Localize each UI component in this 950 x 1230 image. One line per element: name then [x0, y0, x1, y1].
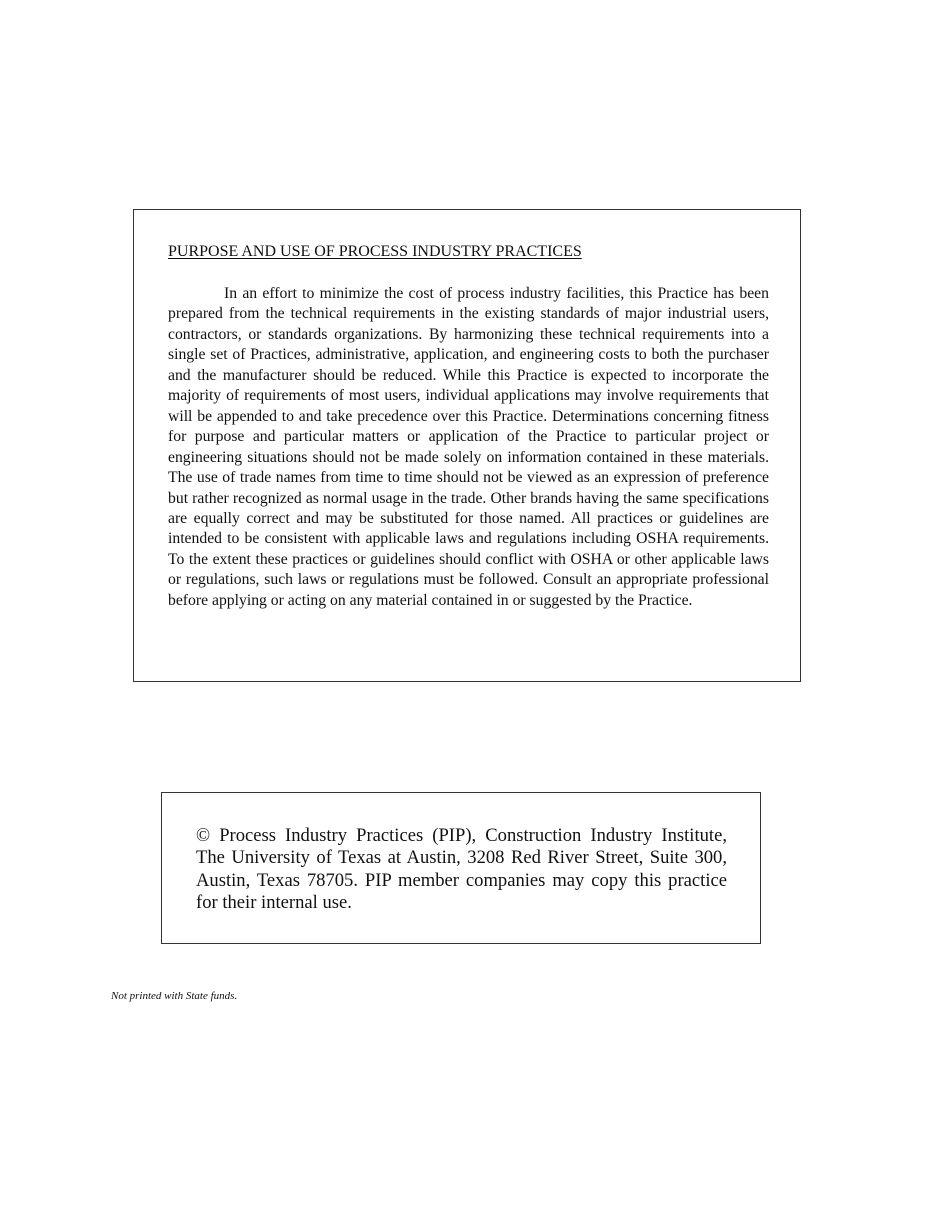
purpose-section-box — [133, 209, 801, 682]
purpose-section-title: PURPOSE AND USE OF PROCESS INDUSTRY PRACTICES — [168, 243, 582, 260]
copyright-notice-box — [161, 792, 761, 944]
copyright-notice-text: © Process Industry Practices (PIP), Construction Industry Institute, The University of Texas at Austin, 3208 Red River Street, Suite 300, Austin, Texas 78705. PIP member companies may copy this practice for their internal use. — [196, 825, 727, 913]
purpose-section-body: In an effort to minimize the cost of process industry facilities, this Practice has been prepared from the technical requirements in the existing standards of major industrial users, contractors, or standards organizations. By harmonizing these technical requirements into a single set of Practices, administrative, application, and engineering costs to both the purchaser and the manufacturer should be reduced. While this Practice is expected to incorporate the majority of requirements of most users, individual applications may involve requirements that will be appended to and take precedence over this Practice. Determinations concerning fitness for purpose and particular matters or application of the Practice to particular project or engineering situations should not be made solely on information contained in these materials. The use of trade names from time to time should not be viewed as an expression of preference but rather recognized as normal usage in the trade. Other brands having the same specifications are equally correct and may be substituted for those named. All practices or guidelines are intended to be consistent with applicable laws and regulations including OSHA requirements. To the extent these practices or guidelines should conflict with OSHA or other applicable laws or regulations, such laws or regulations must be followed. Consult an appropriate professional before applying or acting on any material contained in or suggested by the Practice. — [168, 285, 769, 609]
footer-note: Not printed with State funds. — [111, 990, 238, 1002]
